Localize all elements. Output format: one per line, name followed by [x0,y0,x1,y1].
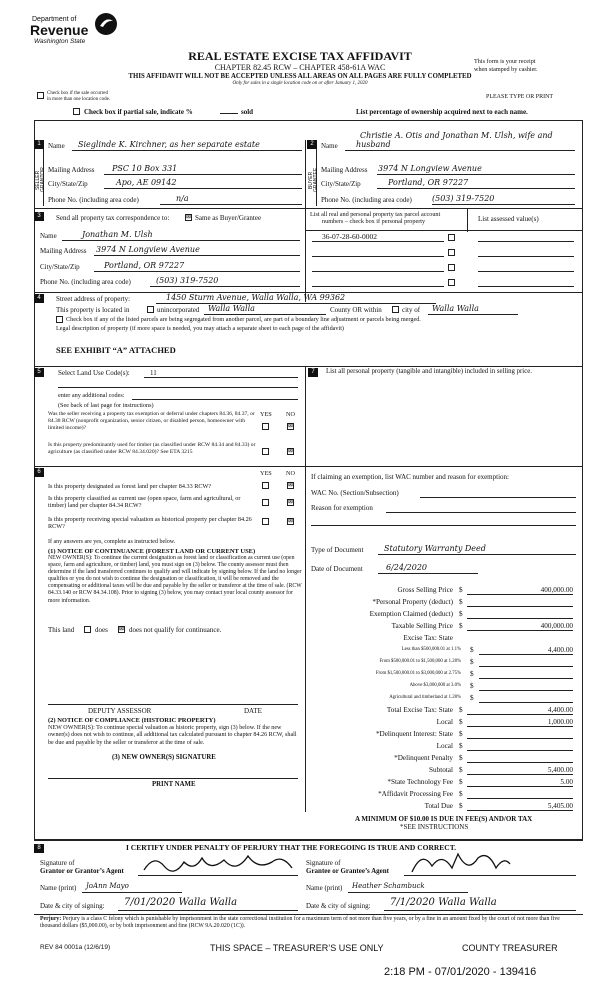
subtotal-label: Subtotal [429,766,453,774]
s6-question-2: Is this property classified as current use (open space, farm and agricultural, or timber) land per chapter 84.34 RCW? [48,495,241,510]
taxable-selling-price-dollar: $ [459,622,463,630]
buyer-name-label: Name [321,142,338,150]
s5-no-header: NO [286,411,295,418]
logo-dept: Department of [32,16,77,23]
gross-selling-price-dollar: $ [459,586,463,594]
seller-name-label: Name [48,142,65,150]
section-2-marker: 2 [307,140,317,149]
taxable-selling-price-line [467,630,573,631]
doc-type-line [378,554,576,555]
tax-tier-2-label: From $500,000.01 to $1,500,000 at 1.28% [379,659,461,664]
grantee-date-value[interactable]: 7/1/2020 Walla Walla [390,897,497,908]
gross-selling-price-line [467,594,573,595]
affidavit-processing-fee-line [467,798,573,799]
subtotal-value[interactable]: 5,400.00 [547,766,573,774]
multi-location-label-1: Check box if the sale occurred [47,91,108,96]
row-divider-6 [34,914,583,915]
s5-q1-no[interactable]: ⊠ [288,423,294,429]
subtotal-dollar: $ [459,766,463,774]
s5-question-2: Is this property predominantly used for timber (as classified under RCW 84.34 and 84.33) or agriculture (as classified under RCW 84.34.020)? See ETA 3215 [48,442,256,455]
grantee-name-value[interactable]: Heather Schambuck [352,882,425,890]
exemption-claimed-label: Exemption Claimed (deduct) [369,610,453,618]
city-line [428,314,518,315]
exemption-claim-label: If claiming an exemption, list WAC number and reason for exemption: [311,473,509,481]
reason-label: Reason for exemption [311,504,373,512]
tax-tier-4-line [479,690,573,691]
sold-label: sold [241,108,254,116]
grantor-sig-of: Signature of [40,859,75,867]
form-chapter: CHAPTER 82.45 RCW – CHAPTER 458-61A WAC [214,63,386,72]
personal-property-deduct-label: *Personal Property (deduct) [372,598,453,606]
treasurer-space: THIS SPACE – TREASURER’S USE ONLY [210,943,384,953]
tax-tier-1-dollar: $ [470,646,474,654]
state-technology-fee-value[interactable]: 5.00 [560,778,573,786]
wac-label: WAC No. (Section/Subsection) [311,489,399,497]
affidavit-processing-fee-dollar: $ [459,790,463,798]
parcels-header-1: List all real and personal property tax parcel account [310,211,441,218]
county-value[interactable]: Walla Walla [208,304,255,313]
personal-property-deduct-line [467,606,573,607]
county-line [204,314,326,315]
s6-question-1: Is this property designated as forest land per chapter 84.33 RCW? [48,483,212,490]
delinquent-penalty-label: *Delinquent Penalty [394,754,453,762]
s6-q3-yes[interactable] [262,518,269,525]
form-warning: THIS AFFIDAVIT WILL NOT BE ACCEPTED UNLESS ALL AREAS ON ALL PAGES ARE FULLY COMPLETED [128,73,472,80]
certify-statement: I CERTIFY UNDER PENALTY OF PERJURY THAT THE FOREGOING IS TRUE AND CORRECT. [126,843,457,852]
land-does-not-label: does not qualify for continuance. [129,626,222,634]
assessed-line-4 [478,286,574,287]
deputy-line [48,704,298,705]
buyer-name-value-2[interactable]: husband [356,140,391,149]
grantor-signature[interactable] [140,850,300,878]
corr-city-label: City/State/Zip [40,263,80,271]
tax-tier-2-line [479,666,573,667]
parcels-divider [467,208,468,232]
delinquent-interest-local-dollar: $ [459,742,463,750]
grantee-name-line [348,892,468,893]
unincorporated-checkbox[interactable] [147,306,154,313]
total-excise-state-dollar: $ [459,706,463,714]
buyer-name-line [345,150,575,151]
buyer-city-label: City/State/Zip [321,180,361,188]
seller-side-label: SELLER GRANTOR [35,167,46,193]
seller-mailing-label: Mailing Address [48,166,95,174]
buyer-mailing-label: Mailing Address [321,166,368,174]
section-8-marker: 8 [34,844,44,853]
grantee-sig-of: Signature of [306,859,341,867]
tax-tier-3-dollar: $ [470,670,474,678]
tax-tier-4-dollar: $ [470,682,474,690]
form-title: REAL ESTATE EXCISE TAX AFFIDAVIT [188,49,412,63]
tax-tier-2-dollar: $ [470,658,474,666]
delinquent-interest-local-label: Local [436,742,453,750]
s5-question-1: Was the seller receiving a property tax exemption or deferral under chapters 84.36, 84.37, or 84.38 RCW (nonprofit organization, senior citizen, or disabled person, homeowner with limited income)? [48,411,255,431]
corr-mailing-value[interactable]: 3974 N Longview Avenue [96,245,200,254]
tax-tier-5-line [479,702,573,703]
new-owner-sig-line [48,778,298,779]
s6-yes-header: YES [260,470,272,477]
grantor-date-value[interactable]: 7/01/2020 Walla Walla [124,897,238,908]
perjury-label: Perjury: [40,916,62,922]
seller-city-line [104,188,302,189]
buyer-mailing-value[interactable]: 3974 N Longview Avenue [378,164,482,173]
row-divider-5 [34,840,583,841]
section-4-marker: 4 [34,294,44,303]
s5-yes-header: YES [260,411,272,418]
taxable-selling-price-value[interactable]: 400,000.00 [540,622,573,630]
delinquent-interest-state-dollar: $ [459,730,463,738]
minimum-fee-note: A MINIMUM OF $10.00 IS DUE IN FEE(S) AND/OR TAX [355,815,533,823]
corr-city-line [94,271,300,272]
seller-phone-line [160,204,302,205]
reason-line [386,512,576,513]
s6-q1-yes[interactable] [262,482,269,489]
excise-local-value[interactable]: 1,000.00 [547,718,573,726]
exemption-claimed-line [467,618,573,619]
seller-name-value[interactable]: Sieglinde K. Kirchner, as her separate estate [78,140,260,149]
correspondence-label: Send all property tax correspondence to: [56,214,170,222]
partial-sale-line [220,113,238,114]
s5-q2-no[interactable]: ⊠ [288,448,294,454]
compliance-title: (2) NOTICE OF COMPLIANCE (HISTORIC PROPERTY) [48,717,216,724]
grantor-date-line [118,910,298,911]
corr-name-label: Name [40,232,57,240]
doc-date-value[interactable]: 6/24/2020 [386,563,428,572]
segregated-label: Check box if any of the listed parcels are being segregated from another parcel, are part of a boundary line adjustment or parcels being merged. [66,316,421,323]
land-does-label: does [95,626,108,634]
corr-phone-label: Phone No. (including area code) [40,278,131,286]
grantee-date-label: Date & city of signing: [306,902,371,910]
delinquent-penalty-line [467,762,573,763]
parcel-personal-checkbox-1[interactable] [448,234,455,241]
same-as-buyer-checkbox[interactable]: ⊠ [186,214,192,220]
grantor-name-label: Name (print) [40,884,77,892]
section-3-marker: 3 [34,212,44,221]
segregated-checkbox[interactable] [56,316,63,323]
receipt-note-1: This form is your receipt [474,58,536,65]
logo [28,10,128,50]
buyer-phone-value[interactable]: (503) 319-7520 [432,194,495,203]
logo-swirl-icon [94,12,118,36]
taxable-selling-price-label: Taxable Selling Price [391,622,453,630]
exhibit-note[interactable]: SEE EXHIBIT “A” ATTACHED [56,345,176,355]
corr-mailing-label: Mailing Address [40,247,87,255]
perjury-text: Perjury is a class C felony which is punishable by imprisonment in the state correctional institution for a maximum term of not more than five years, or by a fine in an amount fixed by the court of not more than five thousand dollars ($5,000.00), or by both imprisonment and fine (RCW 9A.20.020 (1C)). [40,916,560,929]
s5-q1-yes[interactable] [262,423,269,430]
personal-property-deduct-dollar: $ [459,598,463,606]
legal-description-label: Legal description of property (if more space is needed, you may attach a separate sheet to each page of the affidavit) [56,325,344,332]
county-or-within-label: County OR within [330,306,382,314]
row-divider-4b [305,466,583,467]
street-label: Street address of property: [56,295,131,303]
row-divider-1 [34,208,583,209]
buyer-mailing-line [377,174,575,175]
logo-state: Washington State [34,38,86,45]
s6-q2-yes[interactable] [262,499,269,506]
section-7-marker: 7 [308,368,318,377]
assessed-line-2 [478,256,574,257]
s6-question-3: Is this property receiving special valuation as historical property per chapter 84.26 RCW? [48,516,252,531]
row-divider-3 [34,366,583,367]
state-technology-fee-label: *State Technology Fee [387,778,453,786]
seller-city-value[interactable]: Apo, AE 09142 [116,178,177,187]
doc-date-line [378,573,478,574]
same-as-buyer-label: Same as Buyer/Grantee [195,214,262,222]
street-value[interactable]: 1450 Sturm Avenue, Walla Walla, WA 99362 [166,293,346,302]
seller-phone-label: Phone No. (including area code) [48,196,139,204]
partial-sale-checkbox[interactable] [73,108,80,115]
grantee-signature[interactable] [406,848,516,878]
land-use-label: Select Land Use Code(s): [58,369,130,377]
grantee-name-label: Name (print) [306,884,343,892]
total-excise-state-line [467,714,573,715]
deputy-assessor-label: DEPUTY ASSESSOR [88,707,152,715]
tax-tier-4-label: Above $3,000,000 at 3.0% [409,683,461,688]
excise-local-dollar: $ [459,718,463,726]
doc-type-label: Type of Document [311,546,364,554]
parcel-personal-checkbox-3[interactable] [448,264,455,271]
gross-selling-price-label: Gross Selling Price [397,586,453,594]
parcels-header-rule [305,230,583,231]
tax-tier-1-value[interactable]: 4,400.00 [547,646,573,654]
grantor-date-label: Date & city of signing: [40,902,105,910]
enter-codes-line [132,399,298,400]
buyer-name-value-1[interactable]: Christie A. Otis and Jonathan M. Ulsh, wife and [360,131,553,140]
please-type: PLEASE TYPE OR PRINT [486,94,554,100]
partial-sale-label: Check box if partial sale, indicate % [84,108,193,116]
assessed-line-1 [478,241,574,242]
delinquent-interest-state-label: *Delinquent Interest: State [375,730,453,738]
tax-calculation [305,580,583,810]
city-value[interactable]: Walla Walla [432,304,479,313]
perjury-statement [40,916,580,930]
buyer-side-label: BUYER GRANTEE [308,167,319,193]
row-divider-4 [34,466,305,467]
parcel-personal-checkbox-4[interactable] [448,279,455,286]
total-due-dollar: $ [459,802,463,810]
multi-location-checkbox[interactable] [37,92,44,99]
see-back-label: (See back of last page for instructions) [58,402,154,409]
exemption-claimed-dollar: $ [459,610,463,618]
parcel-line-2 [312,256,444,257]
total-excise-state-value[interactable]: 4,400.00 [547,706,573,714]
assessed-header: List assessed value(s) [478,215,539,223]
form-number: REV 84 0001a (12/6/19) [40,944,111,951]
delinquent-penalty-dollar: $ [459,754,463,762]
wac-line [420,497,576,498]
enter-codes-label: enter any additional codes: [58,392,125,399]
delinquent-interest-local-line [467,750,573,751]
parcel-personal-checkbox-2[interactable] [448,249,455,256]
total-excise-state-label: Total Excise Tax: State [386,706,453,714]
section-1-2-divider [305,140,306,302]
located-in-label: This property is located in [56,306,130,314]
corr-phone-line [150,286,300,287]
receipt-stamp: 2:18 PM - 07/01/2020 - 139416 [384,966,537,978]
land-use-line-2 [58,387,298,388]
multi-location-label-2: in more than one location code. [47,97,111,102]
seller-mailing-value[interactable]: PSC 10 Box 331 [112,164,178,173]
land-use-value[interactable]: 11 [150,369,157,377]
parcel-line-3 [312,271,444,272]
buyer-city-value[interactable]: Portland, OR 97227 [388,178,469,187]
excise-tax-state-header-label: Excise Tax: State [403,634,453,642]
grantor-agent-label: Grantor or Grantor’s Agent [40,867,124,875]
total-due-value[interactable]: 5,405.00 [547,802,573,810]
buyer-phone-label: Phone No. (including area code) [321,196,412,204]
street-line [156,303,436,304]
seller-city-label: City/State/Zip [48,180,88,188]
reason-line-2 [311,525,576,526]
seller-name-line [72,150,302,151]
buyer-phone-line [432,204,575,205]
deputy-date-label: DATE [244,707,262,715]
tax-tier-3-label: From $1,500,000.01 to $3,000,000 at 2.75% [375,671,461,676]
logo-revenue: Revenue [30,22,89,38]
if-yes-note: If any answers are yes, complete as instructed below. [48,539,176,545]
state-technology-fee-dollar: $ [459,778,463,786]
total-due-line [467,810,573,811]
s6-q2-no[interactable]: ⊠ [288,499,294,505]
corr-city-value[interactable]: Portland, OR 97227 [104,261,185,270]
doc-type-value[interactable]: Statutory Warranty Deed [384,544,486,553]
doc-date-label: Date of Document [311,565,363,573]
unincorporated-label: unincorporated [157,306,200,314]
tax-tier-5-dollar: $ [470,694,474,702]
total-due-label: Total Due [424,802,453,810]
land-does-not-checkbox[interactable]: ⊠ [119,626,125,632]
city-of-label: city of [402,306,421,314]
see-instructions: *SEE INSTRUCTIONS [400,823,469,831]
seller-phone-value[interactable]: n/a [176,194,189,203]
delinquent-interest-state-line [467,738,573,739]
s6-no-header: NO [286,470,295,477]
excise-local-line [467,726,573,727]
land-does-checkbox[interactable] [84,626,91,633]
compliance-text: NEW OWNER(S): To continue special valuation as historic property, sign (3) below. If the new owner(s) does not wish to continue, all additional tax calculated pursuant to chapter 84.26 RCW, shall be due and payable by the seller or transferor at the time of sale. [48,725,297,746]
print-name-label: PRINT NAME [152,781,196,788]
receipt-note-2: when stamped by cashier. [474,66,538,73]
assessed-line-3 [478,271,574,272]
grantee-date-line [384,910,576,911]
grantor-name-value[interactable]: JoAnn Mayo [86,882,129,890]
buyer-city-line [377,188,575,189]
tax-tier-3-line [479,678,573,679]
excise-local-label: Local [436,718,453,726]
state-technology-fee-line [467,786,573,787]
section-5-marker: 5 [34,368,44,377]
grantee-agent-label: Grantee or Grantee’s Agent [306,867,390,875]
subtotal-line [467,774,573,775]
personal-property-label: List all personal property (tangible and intangible) included in selling price. [326,368,532,375]
parcels-header-2: numbers – check box if personal property [322,218,426,225]
corr-name-line [62,240,300,241]
continuance-title: (1) NOTICE OF CONTINUANCE (FOREST LAND OR CURRENT USE) [48,548,256,555]
city-checkbox[interactable] [392,306,399,313]
tax-tier-1-line [479,654,573,655]
s5-q2-yes[interactable] [262,448,269,455]
continuance-text: NEW OWNER(S): To continue the current designation as forest land or classification as current use (open space, farm and agriculture, or timber) land, you must sign on (3) below. The county assessor must then determine if the land transferred continues to qualify and will indicate by signing below. If the land no longer qualifies or you do not wish to continue the designation or classification, it will be removed and the compensating or additional taxes will be due and payable by the seller or transferor at the time of sale. (RCW 84.33.140 or RCW 84.34.108). Prior to signing (3) below, you may contact your local county assessor for more information. [48,555,302,604]
parcel-line-1 [312,241,444,242]
s6-q3-no[interactable]: ⊠ [288,518,294,524]
tax-tier-1-label: Less than $500,000.01 at 1.1% [401,647,461,652]
corr-phone-value[interactable]: (503) 319-7520 [156,276,219,285]
section-6-marker: 6 [34,468,44,477]
only-sales-note: Only for sales in a single location code on or after January 1, 2020 [232,81,368,86]
corr-mailing-line [94,255,300,256]
county-treasurer: COUNTY TREASURER [462,943,558,953]
list-percentage-note: List percentage of ownership acquired next to each name. [356,108,528,116]
parcel-number-1[interactable]: 36-07-28-60-0002 [322,232,377,241]
s6-q1-no[interactable]: ⊠ [288,482,294,488]
new-owner-signature-label: (3) NEW OWNER(S) SIGNATURE [112,754,216,761]
land-use-line [144,377,298,378]
affidavit-processing-fee-label: *Affidavit Processing Fee [378,790,453,798]
corr-name-value[interactable]: Jonathan M. Ulsh [82,230,153,239]
parcel-line-4 [312,286,444,287]
gross-selling-price-value[interactable]: 400,000.00 [540,586,573,594]
this-land-label: This land [48,626,75,634]
tax-tier-5-label: Agricultural and timberland at 1.28% [389,695,461,700]
seller-mailing-line [104,174,302,175]
section-1-marker: 1 [34,140,44,149]
grantor-name-line [82,892,182,893]
